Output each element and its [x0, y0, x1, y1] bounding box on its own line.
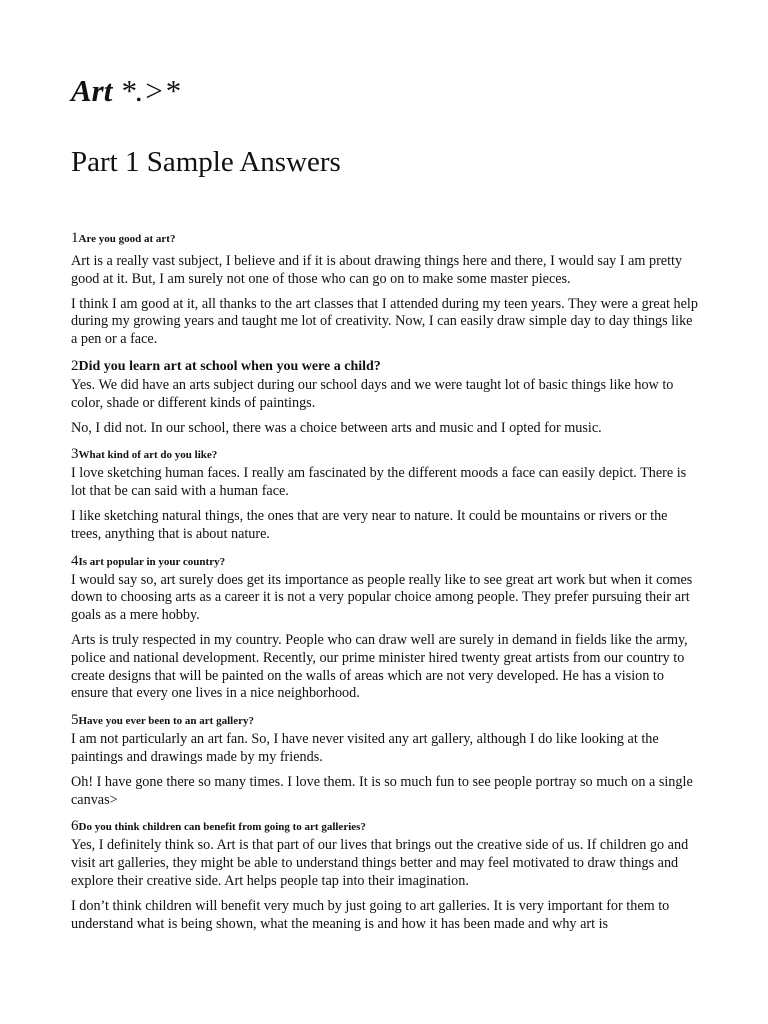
answer-5b: Oh! I have gone there so many times. I love them. It is so much fun to see people portray so much on a single canvas> [71, 773, 693, 808]
question-1 [71, 228, 701, 249]
title-suffix: *.>* [112, 73, 180, 108]
qa-block-1 [71, 228, 701, 349]
question-text: Do you think children can benefit from going to art galleries? [78, 821, 366, 834]
answer-6a: Yes, I definitely think so. Art is that part of our lives that brings out the creative side of us. If children go and visit art galleries, they might be able to understand things better and may feel motivated to draw things and explore their creative side. Art helps people tap into their imagination. [71, 837, 689, 889]
answer-2b: No, I did not. In our school, there was a choice between arts and music and I opted for music. [71, 419, 602, 436]
question-number: 5 [71, 712, 79, 729]
qa-block-4 [71, 551, 701, 704]
qa-block-5 [71, 710, 701, 809]
answer-3b: I like sketching natural things, the ones that are very near to nature. It could be mountains or rivers or the trees, anything that is about nature. [71, 507, 668, 542]
answer-5a: I am not particularly an art fan. So, I have never visited any art gallery, although I do like looking at the paintings and drawings made by my friends. [71, 731, 659, 765]
answer-2a: Yes. We did have an arts subject during our school days and we were taught lot of basic things like how to color, shade or different kinds of paintings. [71, 376, 674, 411]
question-4 [71, 551, 701, 572]
qa-block-2 [71, 356, 701, 437]
question-2 [71, 356, 701, 377]
answer-6b: I don’t think children will benefit very much by just going to art galleries. It is very important for them to understand what is being shown, what the meaning is and how it has been made and why art is [71, 897, 670, 932]
question-number: 1 [71, 230, 79, 246]
question-5 [71, 710, 701, 731]
question-number: 3 [71, 446, 79, 463]
question-6 [71, 816, 701, 837]
question-text: Is art popular in your country? [78, 555, 226, 568]
question-text: Are you good at art? [78, 233, 176, 245]
question-3 [71, 444, 701, 465]
question-number: 2 [71, 357, 79, 374]
title-main: Art [71, 73, 113, 108]
qa-block-3 [71, 444, 701, 543]
qa-block-6 [71, 816, 701, 933]
section-heading: Part 1 Sample Answers [71, 146, 341, 178]
qa-content [71, 228, 701, 940]
answer-4a: I would say so, art surely does get its importance as people really like to see great art work but when it comes down to choosing arts as a career it is not a very popular choice among people. They prefer pursuing their art goals as a mere hobby. [71, 571, 693, 624]
question-text: Have you ever been to an art gallery? [78, 715, 254, 728]
answer-1a: Art is a really vast subject, I believe and if it is about drawing things here and there, I would say I am pretty good at it. But, I am surely not one of those who can go on to make some master pieces. [71, 253, 683, 287]
question-number: 6 [71, 818, 79, 835]
document-title [71, 72, 180, 110]
question-text: Did you learn art at school when you were a child? [78, 358, 381, 374]
answer-1b: I think I am good at it, all thanks to the art classes that I attended during my teen years. They were a great help during my growing years and taught me lot of creativity. Now, I can easily draw simple day to day things like a pen or a face. [71, 295, 698, 348]
answer-4b: Arts is truly respected in my country. People who can draw well are surely in demand in fields like the army, police and national development. Recently, our prime minister hired twenty great artists from our country to create designs that will be painted on the walls of areas which are not very developed. He has a vision to ensure that every one lives in a nice neighborhood. [71, 631, 688, 702]
question-text: What kind of art do you like? [78, 449, 218, 462]
answer-3a: I love sketching human faces. I really am fascinated by the different moods a face can easily depict. There is lot that be can said with a human face. [71, 465, 687, 500]
question-number: 4 [71, 552, 79, 569]
